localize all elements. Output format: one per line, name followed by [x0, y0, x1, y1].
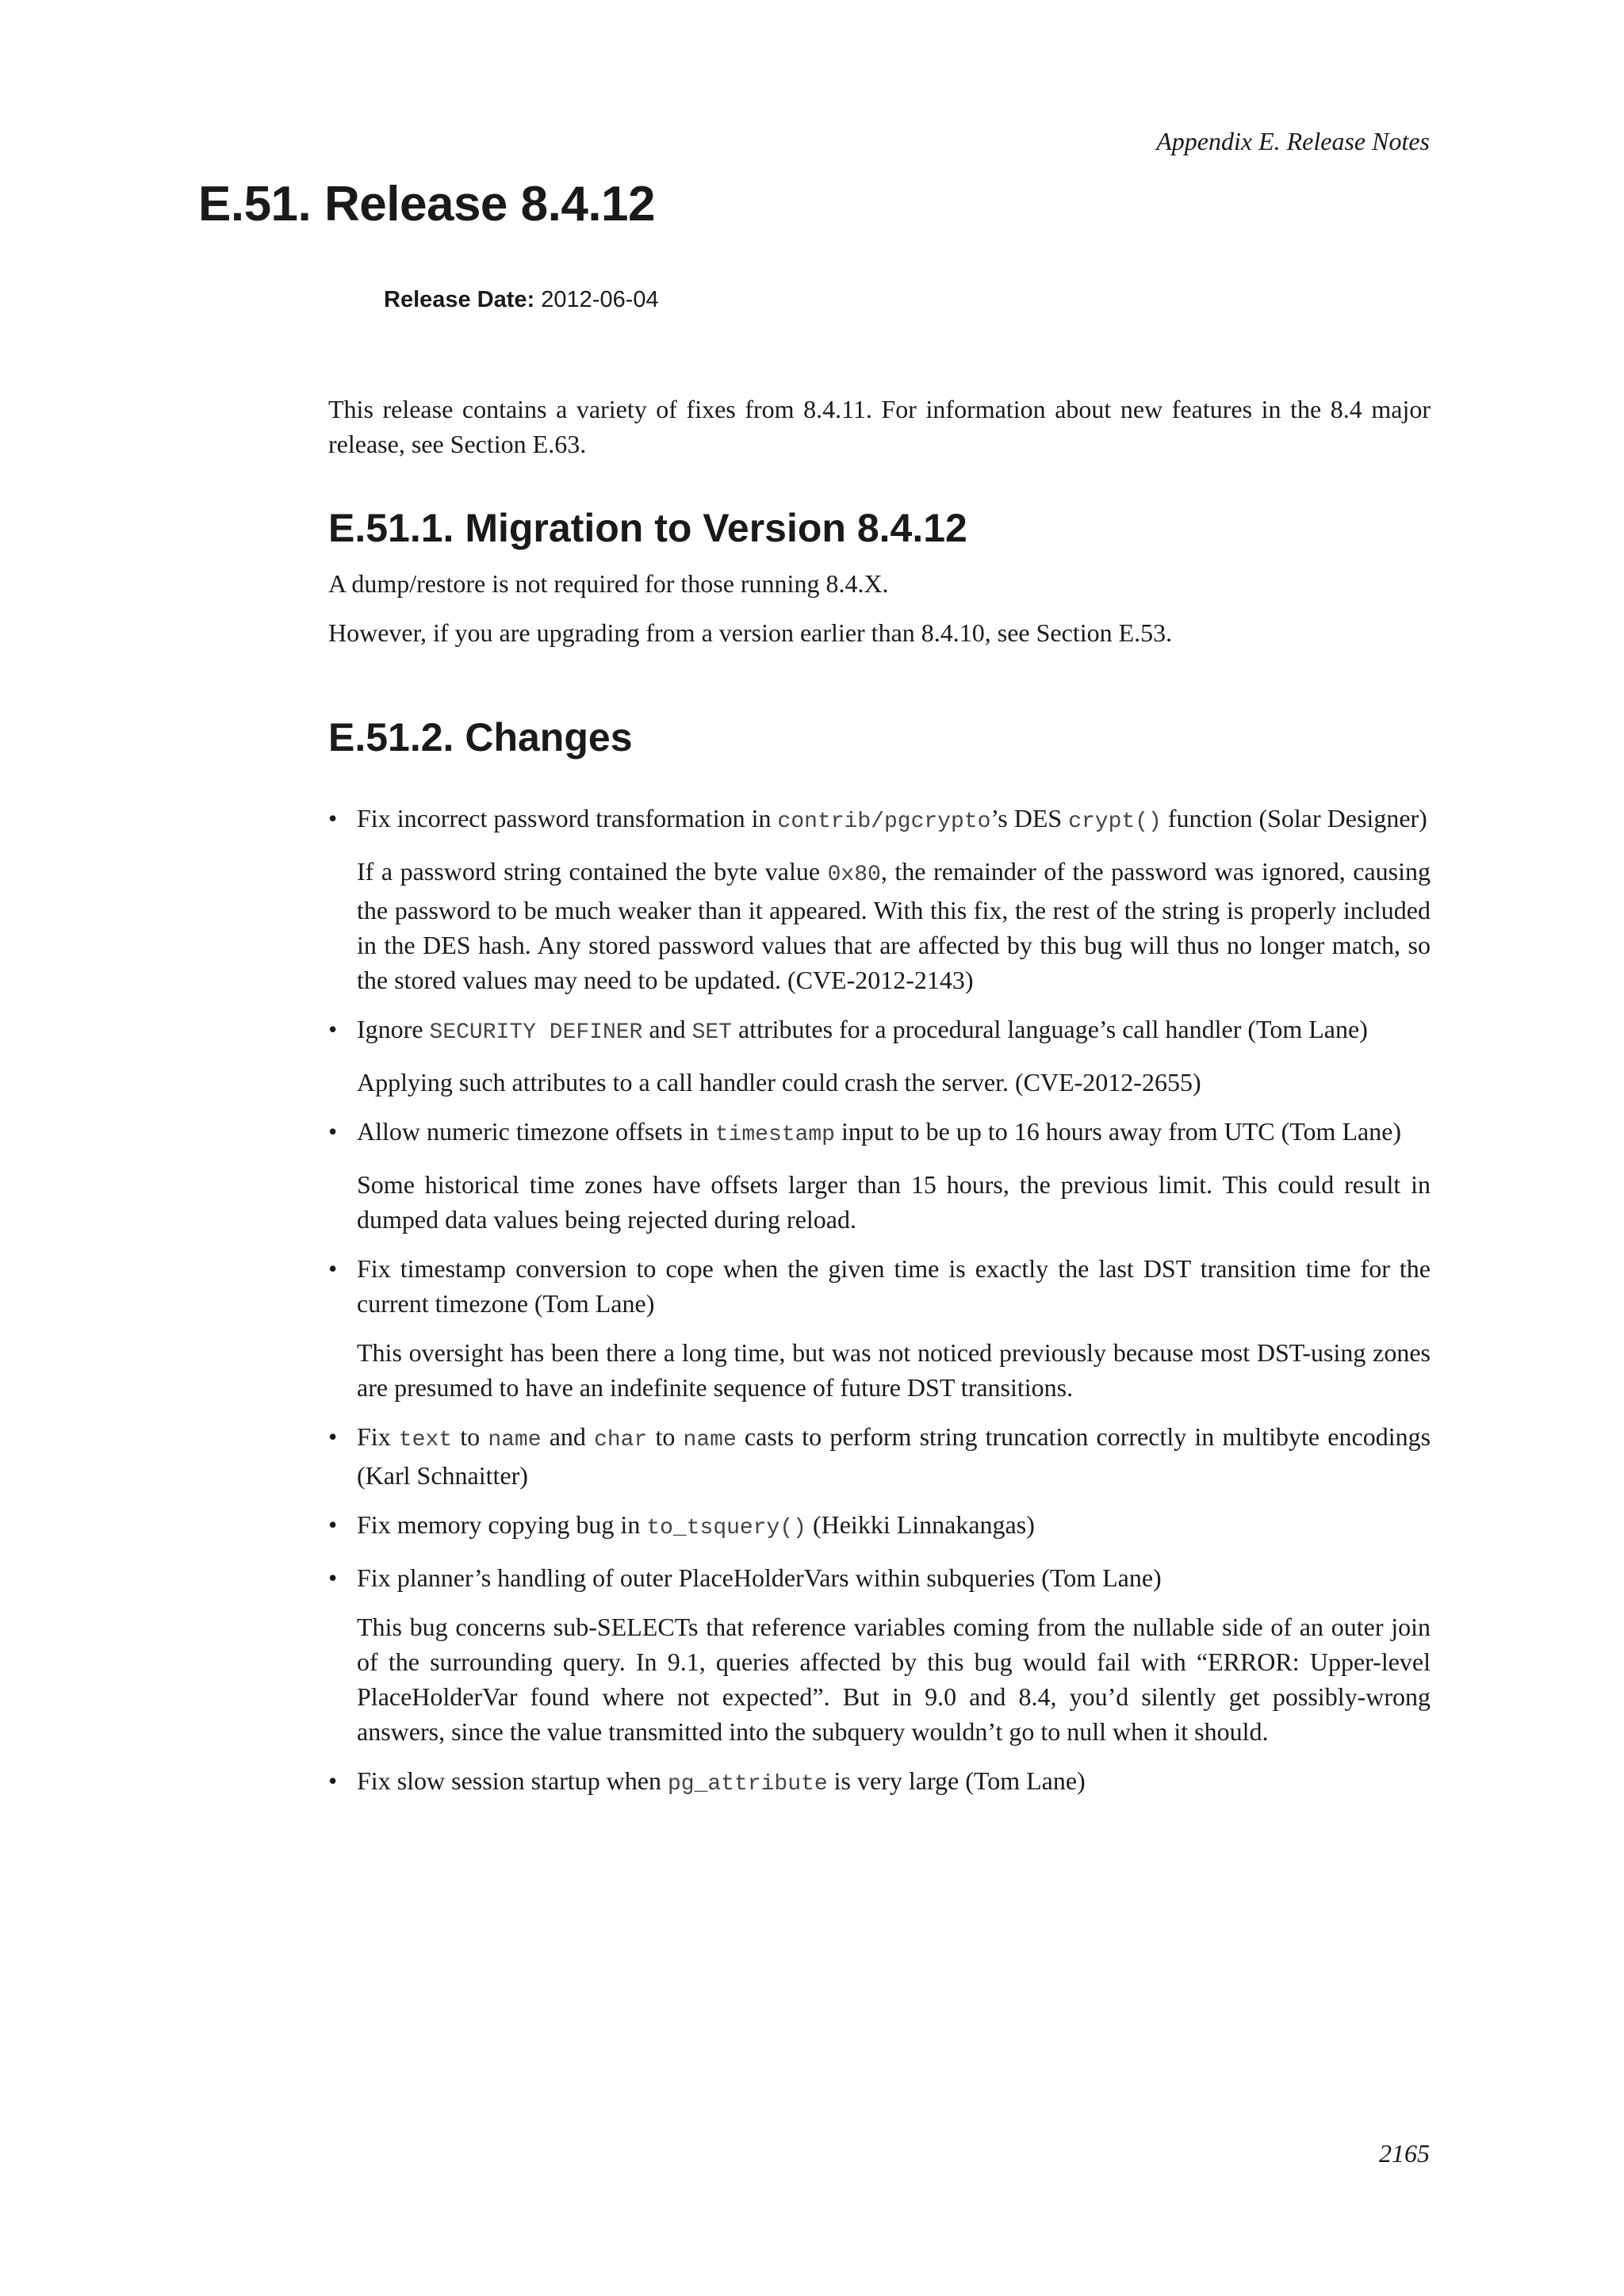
text-run: This bug concerns sub-SELECTs that reference variables coming from the nullable side of an outer join of the surrounding query. In 9.1, queries affected by this bug would fail with “ERROR: Upper-level PlaceHolderVar found where not expected”. But in 9.0 and 8.4, you’d silently get possibly-wrong answers, since the value transmitted into the subquery wouldn’t go to null when it should.	[357, 1613, 1431, 1746]
text-run: and	[541, 1422, 595, 1451]
change-summary	[357, 1560, 1431, 1595]
change-detail	[357, 1609, 1431, 1749]
page-number: 2165	[1379, 2139, 1430, 2168]
bullet-icon: •	[328, 1510, 338, 1539]
text-run: Fix	[357, 1422, 399, 1451]
inline-code: char	[594, 1428, 648, 1452]
change-item	[328, 801, 1431, 997]
text-run: Some historical time zones have offsets larger than 15 hours, the previous limit. This could result in dumped data values being rejected during reload.	[357, 1170, 1431, 1234]
release-date-value: 2012-06-04	[541, 287, 659, 312]
inline-code: 0x80	[827, 863, 881, 887]
main-content	[328, 392, 1431, 1816]
change-item	[328, 1114, 1431, 1237]
text-run: attributes for a procedural language’s call handler (Tom Lane)	[731, 1015, 1368, 1043]
text-run: input to be up to 16 hours away from UTC (Tom Lane)	[834, 1117, 1402, 1146]
bullet-icon: •	[328, 1422, 338, 1451]
text-run: ’s DES	[990, 804, 1069, 832]
change-item	[328, 1507, 1431, 1546]
text-run: Applying such attributes to a call handler could crash the server. (CVE-2012-2655)	[357, 1068, 1201, 1096]
inline-code: timestamp	[714, 1123, 835, 1147]
inline-code: to_tsquery()	[646, 1516, 806, 1540]
bullet-icon: •	[328, 1563, 338, 1592]
change-item	[328, 1763, 1431, 1802]
change-summary	[357, 1419, 1431, 1493]
change-detail	[357, 854, 1431, 997]
text-run: casts to perform string truncation correctly in multibyte encodings (Karl Schnaitter)	[357, 1422, 1431, 1490]
bullet-icon: •	[328, 1254, 338, 1283]
text-run: Fix slow session startup when	[357, 1766, 668, 1795]
inline-code: contrib/pgcrypto	[777, 809, 991, 834]
change-detail	[357, 1065, 1431, 1100]
change-item	[328, 1012, 1431, 1100]
text-run: is very large (Tom Lane)	[827, 1766, 1086, 1795]
text-run: to	[452, 1422, 488, 1451]
inline-code: crypt()	[1068, 809, 1162, 834]
change-item	[328, 1251, 1431, 1405]
change-summary	[357, 1012, 1431, 1050]
text-run: Fix incorrect password transformation in	[357, 804, 778, 832]
change-detail	[357, 1335, 1431, 1405]
change-detail	[357, 1167, 1431, 1237]
changes-heading: E.51.2. Changes	[328, 715, 633, 760]
change-summary	[357, 1251, 1431, 1321]
text-run: and	[642, 1015, 692, 1043]
inline-code: name	[488, 1428, 542, 1452]
changes-list	[328, 801, 1431, 1802]
migration-heading: E.51.1. Migration to Version 8.4.12	[328, 506, 967, 550]
text-run: Fix timestamp conversion to cope when the given time is exactly the last DST transition time for the current timezone (Tom Lane)	[357, 1254, 1431, 1318]
text-run: This oversight has been there a long time, but was not noticed previously because most DST-using zones are presumed to have an indefinite sequence of future DST transitions.	[357, 1338, 1431, 1402]
page-title: E.51. Release 8.4.12	[198, 177, 656, 232]
change-summary	[357, 1507, 1431, 1546]
change-item	[328, 1419, 1431, 1493]
text-run: Fix planner’s handling of outer PlaceHolderVars within subqueries (Tom Lane)	[357, 1563, 1162, 1592]
text-run: to	[647, 1422, 684, 1451]
migration-paragraph-2: However, if you are upgrading from a version earlier than 8.4.10, see Section E.53.	[328, 618, 1173, 647]
bullet-icon: •	[328, 804, 338, 832]
text-run: function (Solar Designer)	[1161, 804, 1427, 832]
bullet-icon: •	[328, 1766, 338, 1795]
bullet-icon: •	[328, 1015, 338, 1043]
running-header: Appendix E. Release Notes	[1156, 127, 1430, 155]
bullet-icon: •	[328, 1117, 338, 1146]
text-run: Fix memory copying bug in	[357, 1510, 647, 1539]
change-item	[328, 1560, 1431, 1749]
inline-code: SECURITY DEFINER	[429, 1020, 643, 1045]
intro-paragraph: This release contains a variety of fixes from 8.4.11. For information about new features in the 8.4 major release, see Section E.63.	[328, 395, 1431, 458]
release-date	[384, 287, 659, 313]
inline-code: pg_attribute	[668, 1772, 828, 1797]
change-summary	[357, 1763, 1431, 1802]
text-run: If a password string contained the byte value	[357, 857, 828, 886]
inline-code: name	[683, 1428, 737, 1452]
text-run: Allow numeric timezone offsets in	[357, 1117, 715, 1146]
text-run: (Heikki Linnakangas)	[806, 1510, 1035, 1539]
text-run: Ignore	[357, 1015, 430, 1043]
release-date-label: Release Date:	[384, 287, 535, 312]
inline-code: text	[398, 1428, 453, 1452]
change-summary	[357, 1114, 1431, 1153]
change-summary	[357, 801, 1431, 840]
migration-paragraph-1: A dump/restore is not required for those running 8.4.X.	[328, 569, 889, 598]
inline-code: SET	[691, 1020, 732, 1045]
text-run: , the remainder of the password was ignored, causing the password to be much weaker than it appeared. With this fix, the rest of the string is properly included in the DES hash. Any stored password values that are affected by this bug will thus no longer match, so the stored values may need to be updated. (CVE-2012-2143)	[357, 857, 1431, 994]
